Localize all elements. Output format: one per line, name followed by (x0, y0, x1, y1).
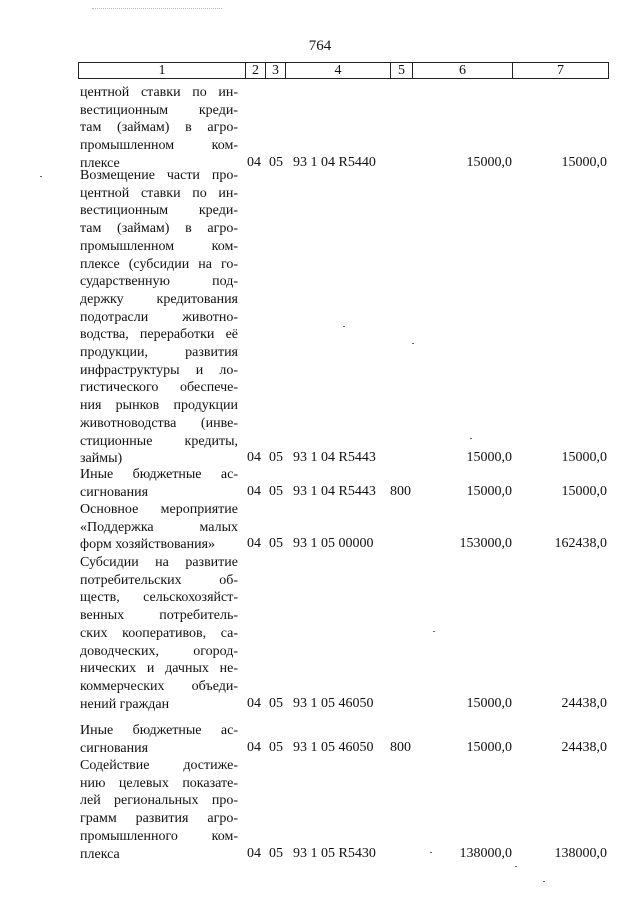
amount-year-1: 15000,0 (466, 154, 512, 170)
description-line: промышленного ком- (80, 828, 238, 844)
amount-year-2: 15000,0 (561, 450, 607, 466)
description-line: Субсидии на развитие (80, 555, 238, 570)
description-line: потребительских об- (80, 572, 238, 588)
description-line: сигнования (80, 484, 149, 500)
amount-year-1: 153000,0 (459, 536, 512, 552)
amount-year-2: 162438,0 (554, 536, 607, 552)
description-line: подотрасли животно- (80, 309, 238, 325)
row-description (80, 466, 238, 501)
description-line: инфраструктуры и ло- (80, 362, 238, 378)
scan-speck (343, 326, 345, 327)
table-header (78, 62, 609, 79)
amount-year-2: 138000,0 (554, 845, 607, 861)
header-col-7: 7 (557, 63, 564, 78)
section-code: 04 (247, 154, 261, 170)
description-line: нений граждан (80, 696, 170, 712)
scan-speck (470, 438, 472, 439)
header-col-3: 3 (266, 63, 286, 78)
amount-year-2: 24438,0 (561, 695, 607, 711)
description-line: ских кооперативов, са- (80, 625, 238, 641)
description-line: коммерческих объеди- (80, 678, 238, 694)
target-article-code: 93 1 04 R5443 (293, 450, 376, 466)
description-line: Возмещение части про- (80, 168, 238, 183)
description-line: держку кредитования (80, 291, 238, 307)
scan-speck (412, 343, 414, 344)
target-article-code: 93 1 05 00000 (293, 536, 374, 552)
expense-type-code: 800 (390, 483, 411, 499)
description-line: центной ставки по ин- (80, 85, 238, 100)
description-line: плекса (80, 846, 120, 862)
description-line: Иные бюджетные ас- (80, 723, 238, 738)
scan-speck (433, 631, 435, 632)
target-article-code: 93 1 04 R5443 (293, 483, 376, 499)
description-line: там (займам) в агро- (80, 221, 238, 237)
description-line: доводческих, огород- (80, 643, 238, 659)
section-code: 04 (247, 695, 261, 711)
section-code: 04 (247, 536, 261, 552)
subsection-code: 05 (269, 154, 283, 170)
description-line: Основное мероприятие (80, 502, 238, 517)
description-line: гистического обеспече- (80, 380, 238, 396)
row-description (80, 757, 238, 863)
row-description (80, 167, 238, 468)
scan-speck (40, 176, 42, 177)
header-col-2: 2 (246, 63, 266, 78)
description-line: нию целевых показате- (80, 775, 238, 791)
amount-year-1: 15000,0 (466, 450, 512, 466)
amount-year-2: 15000,0 (561, 483, 607, 499)
subsection-code: 05 (269, 695, 283, 711)
description-line: Иные бюджетные ас- (80, 467, 238, 482)
header-col-6: 6 (413, 63, 513, 78)
description-line: животноводства (инве- (80, 415, 238, 431)
section-code: 04 (247, 483, 261, 499)
description-line: промышленном ком- (80, 138, 238, 154)
scan-speck (543, 881, 545, 882)
description-line: центной ставки по ин- (80, 185, 238, 201)
header-col-5: 5 (391, 63, 413, 78)
target-article-code: 93 1 05 46050 (293, 695, 374, 711)
description-line: продукции, развития (80, 345, 238, 361)
target-article-code: 93 1 05 R5430 (293, 845, 376, 861)
row-description (80, 722, 238, 757)
amount-year-2: 15000,0 (561, 154, 607, 170)
scan-speck (430, 852, 432, 853)
description-line: вестиционным креди- (80, 203, 238, 219)
description-line: венных потребитель- (80, 608, 238, 624)
description-line: сударственную под- (80, 274, 238, 290)
description-line: вестиционным креди- (80, 102, 238, 118)
page-number: 764 (308, 38, 332, 54)
header-col-1: 1 (79, 63, 246, 78)
subsection-code: 05 (269, 536, 283, 552)
expense-type-code: 800 (390, 739, 411, 755)
description-line: плексе (субсидии на го- (80, 256, 238, 272)
target-article-code: 93 1 04 R5440 (293, 154, 376, 170)
description-line: стиционные кредиты, (80, 433, 238, 449)
section-code: 04 (247, 450, 261, 466)
description-line: сигнования (80, 740, 149, 756)
subsection-code: 05 (269, 450, 283, 466)
amount-year-1: 15000,0 (466, 695, 512, 711)
description-line: там (займам) в агро- (80, 120, 238, 136)
amount-year-1: 138000,0 (459, 845, 512, 861)
row-description (80, 501, 238, 554)
section-code: 04 (247, 845, 261, 861)
description-line: промышленном ком- (80, 238, 238, 254)
description-line: водства, переработки её (80, 327, 238, 343)
subsection-code: 05 (269, 845, 283, 861)
scan-artifact (92, 8, 222, 10)
description-line: ществ, сельскохозяйст- (80, 590, 238, 606)
subsection-code: 05 (269, 483, 283, 499)
amount-year-2: 24438,0 (561, 739, 607, 755)
description-line: «Поддержка малых (80, 519, 238, 535)
description-line: плексе (80, 155, 120, 171)
header-col-4: 4 (286, 63, 391, 78)
description-line: форм хозяйствования» (80, 537, 216, 553)
scan-speck (515, 866, 517, 867)
description-line: займы) (80, 451, 123, 467)
description-line: нических и дачных не- (80, 661, 238, 677)
amount-year-1: 15000,0 (466, 483, 512, 499)
amount-year-1: 15000,0 (466, 739, 512, 755)
description-line: Содействие достиже- (80, 758, 238, 773)
section-code: 04 (247, 739, 261, 755)
description-line: ния рынков продукции (80, 398, 238, 414)
row-description (80, 554, 238, 713)
description-line: лей региональных про- (80, 793, 238, 809)
row-description (80, 84, 238, 173)
subsection-code: 05 (269, 739, 283, 755)
target-article-code: 93 1 05 46050 (293, 739, 374, 755)
description-line: грамм развития агро- (80, 811, 238, 827)
